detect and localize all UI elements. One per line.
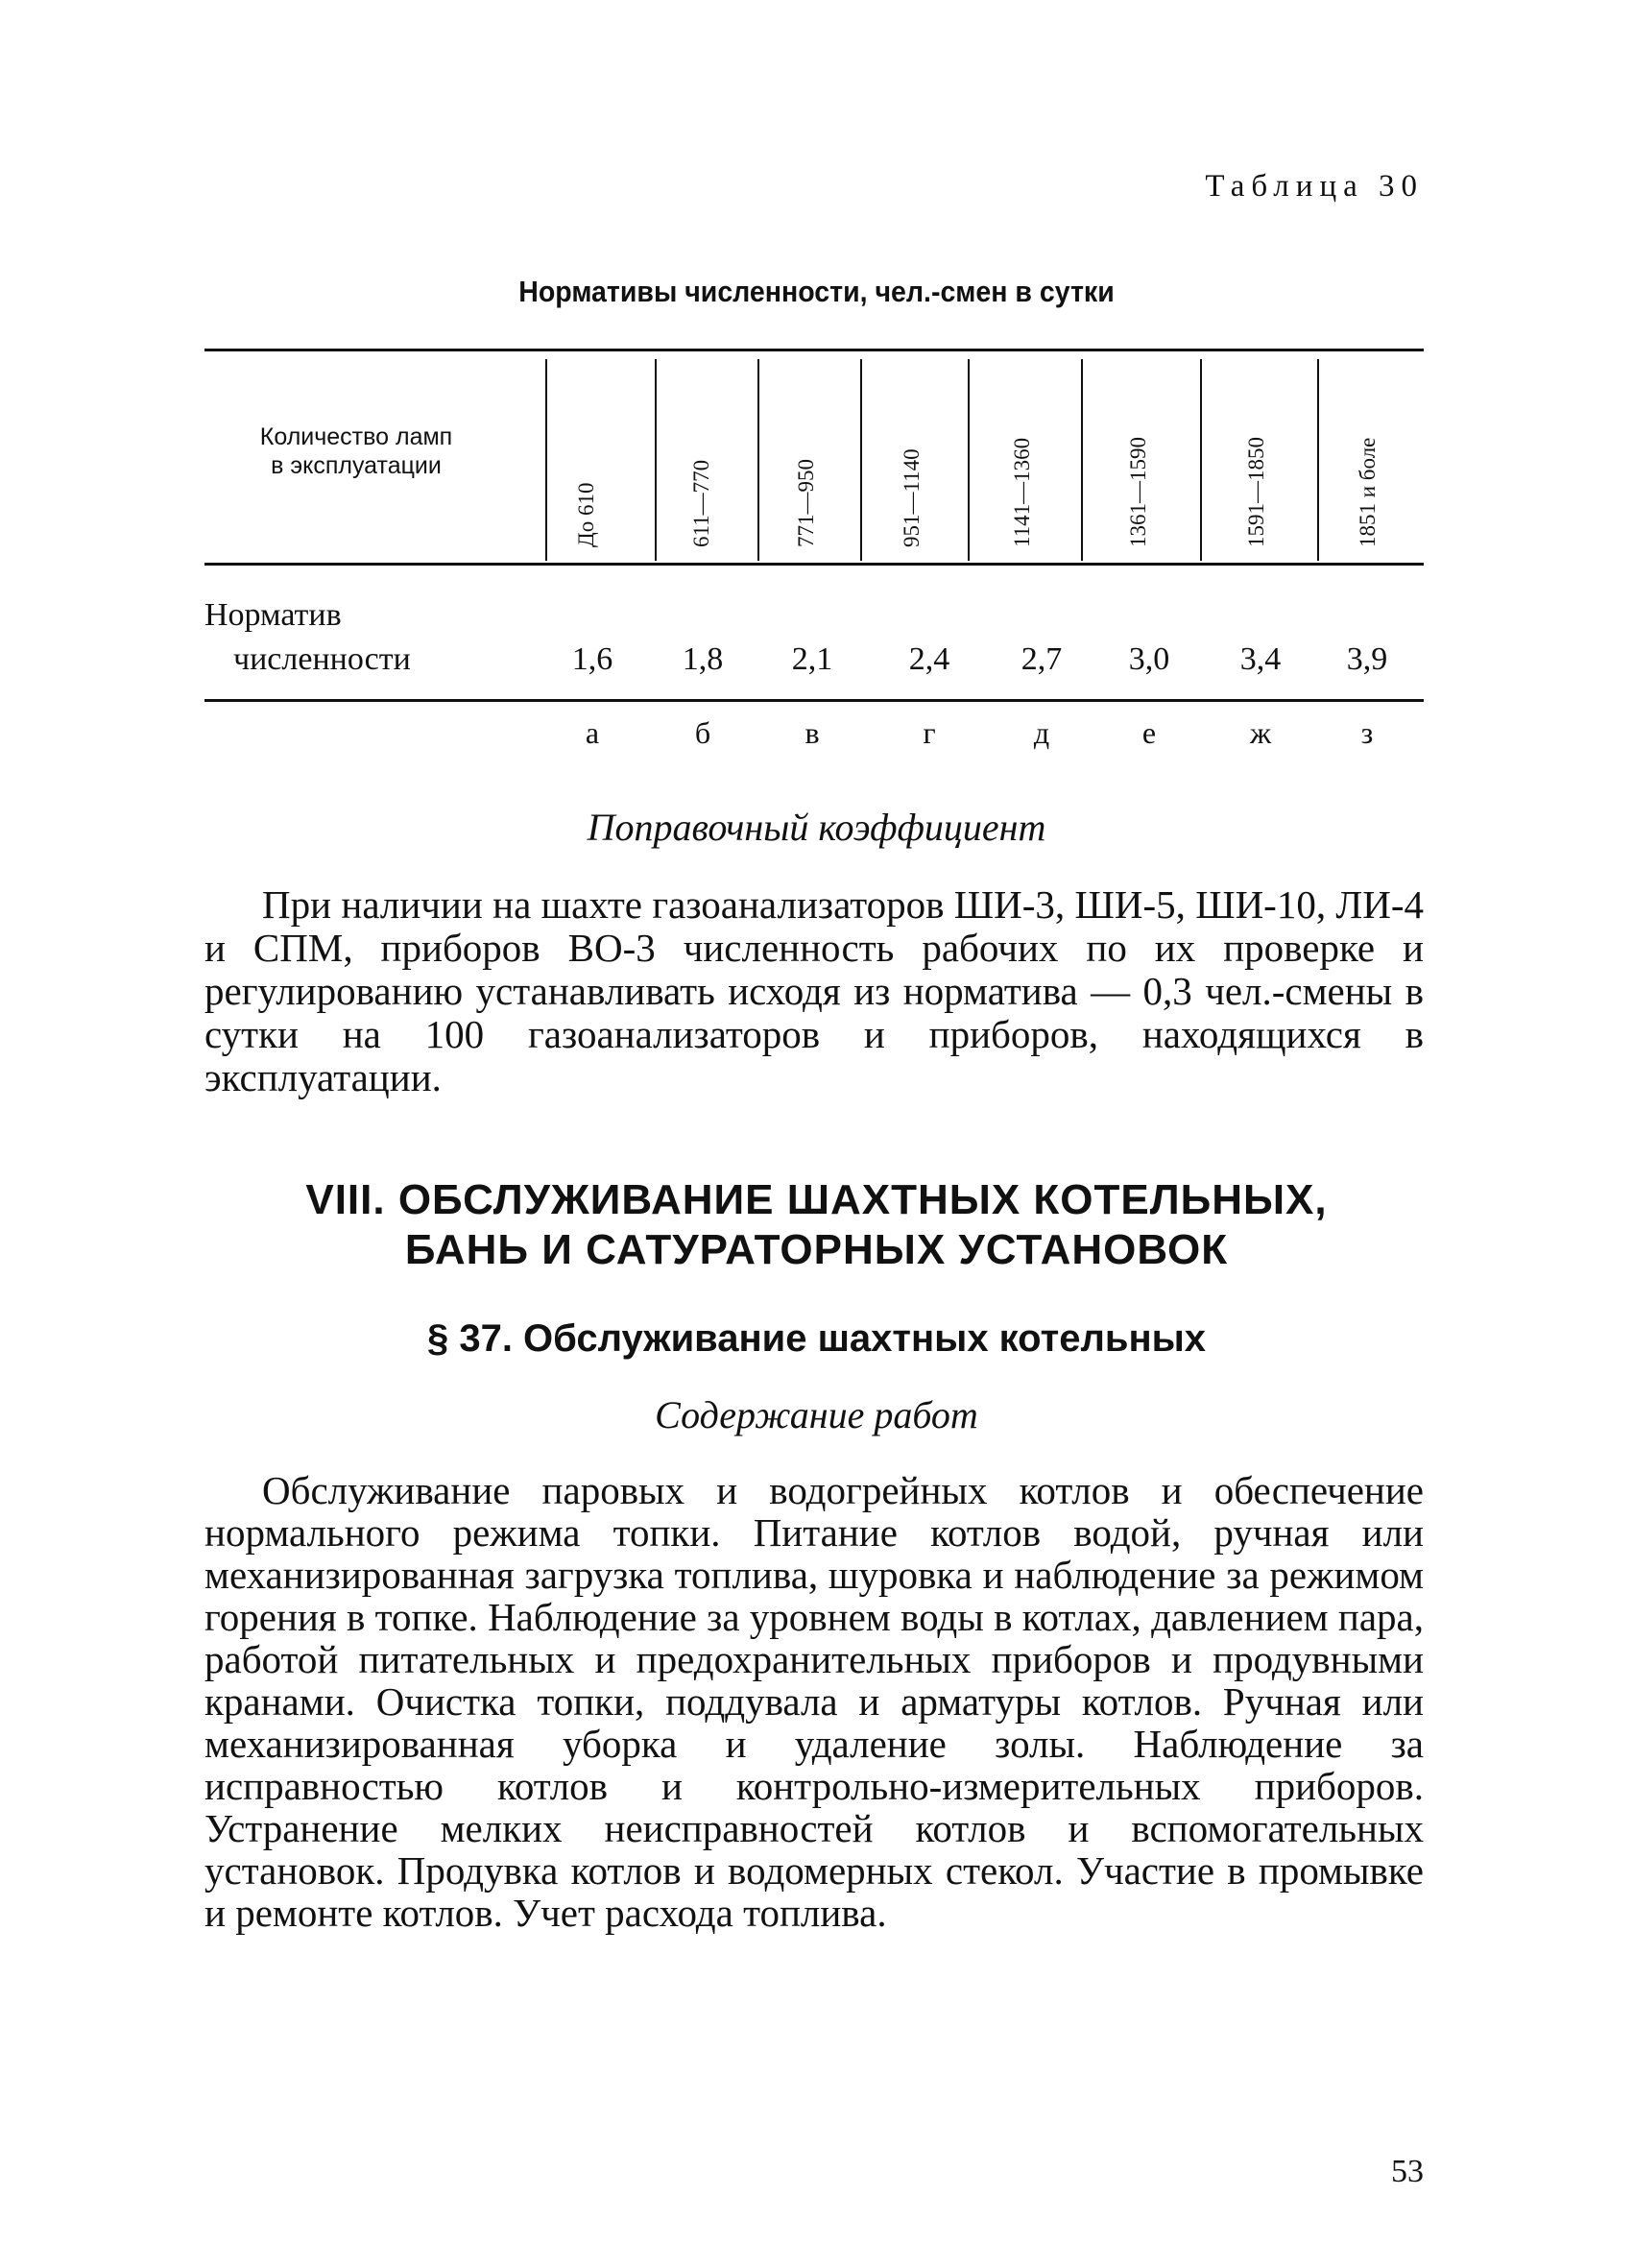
correction-text: При наличии на шахте газоанализаторов ШИ-3, ШИ-5, ШИ-10, ЛИ-4 и СПМ, приборов ВО-3 численность рабочих по их проверке и регулированию устанавливать исходя из норматива — 0,3 чел.-смены в сутки на 100 газоанализаторов и приборов, находящихся в эксплуатации. bbox=[204, 882, 1424, 1099]
column-letter: ж bbox=[1249, 715, 1272, 750]
column-separator bbox=[1081, 359, 1083, 561]
table-value: 2,7 bbox=[1021, 641, 1063, 677]
column-separator bbox=[757, 359, 759, 561]
paragraph-title: § 37. Обслуживание шахтных котельных bbox=[426, 1317, 1207, 1360]
column-separator bbox=[1317, 359, 1319, 561]
column-letter: з bbox=[1360, 715, 1374, 750]
range-label: 611—770 bbox=[689, 459, 713, 547]
column-letter: д bbox=[1033, 715, 1050, 750]
page-number: 53 bbox=[1391, 2154, 1424, 2189]
correction-paragraph bbox=[204, 883, 1424, 1099]
range-label: 951—1140 bbox=[900, 448, 924, 547]
table-value: 2,4 bbox=[908, 641, 950, 677]
range-label: До 610 bbox=[574, 482, 598, 547]
range-label: 1851 и боле bbox=[1356, 437, 1380, 547]
row-label: Норматив bbox=[204, 597, 342, 633]
table-value: 3,4 bbox=[1239, 641, 1282, 677]
table-bottom-rule bbox=[204, 699, 1424, 702]
range-label: 1361—1590 bbox=[1126, 437, 1150, 547]
row-label: численности bbox=[233, 641, 411, 677]
table-top-rule bbox=[204, 349, 1424, 351]
table-value: 2,1 bbox=[791, 641, 833, 677]
column-letter: б bbox=[694, 715, 711, 750]
table-title: Нормативы численности, чел.-смен в сутки bbox=[518, 275, 1115, 308]
column-separator bbox=[655, 359, 657, 561]
chapter-heading bbox=[0, 1175, 1633, 1275]
column-separator bbox=[545, 359, 547, 561]
table-value: 1,8 bbox=[682, 641, 724, 677]
range-label: 1141—1360 bbox=[1010, 437, 1034, 547]
column-letter: а bbox=[585, 715, 600, 750]
chapter-heading-line: VIII. ОБСЛУЖИВАНИЕ ШАХТНЫХ КОТЕЛЬНЫХ, bbox=[305, 1176, 1328, 1223]
work-content-heading: Содержание работ bbox=[655, 1393, 978, 1436]
first-column-header-line: в эксплуатации bbox=[271, 452, 442, 479]
column-letter: в bbox=[804, 715, 820, 750]
column-letter: е bbox=[1141, 715, 1157, 750]
column-letter: г bbox=[923, 715, 936, 750]
table-label: Таблица 30 bbox=[1205, 169, 1424, 204]
column-separator bbox=[1200, 359, 1202, 561]
range-label: 771—950 bbox=[794, 459, 818, 547]
table-header-rule bbox=[204, 563, 1424, 566]
table-value: 1,6 bbox=[571, 641, 613, 677]
work-content-text: Обслуживание паровых и водогрейных котлов и обеспечение нормального режима топки. Питание котлов водой, ручная или механизированная загрузка топлива, шуровка и наблюдение за режимом горения в топке. Наблюдение за уровнем воды в котлах, давлением пара, работой питательных и предохранительных приборов и продувными кранами. Очистка топки, поддувала и арматуры котлов. Ручная или механизированная уборка и удаление золы. Наблюдение за исправностью котлов и контрольно-измерительных приборов. Устранение мелких неисправностей котлов и вспомогательных установок. Продувка котлов и водомерных стекол. Участие в промывке и ремонте котлов. Учет расхода топлива. bbox=[204, 1468, 1424, 1935]
chapter-heading-line: БАНЬ И САТУРАТОРНЫХ УСТАНОВОК bbox=[404, 1226, 1229, 1273]
first-column-header bbox=[217, 422, 495, 480]
column-separator bbox=[860, 359, 862, 561]
column-separator bbox=[968, 359, 970, 561]
first-column-header-line: Количество ламп bbox=[259, 423, 453, 450]
work-content-paragraph bbox=[204, 1469, 1424, 1934]
table-value: 3,9 bbox=[1346, 641, 1388, 677]
table-value: 3,0 bbox=[1128, 641, 1170, 677]
correction-heading: Поправочный коэффициент bbox=[587, 806, 1046, 849]
range-label: 1591—1850 bbox=[1244, 437, 1268, 547]
